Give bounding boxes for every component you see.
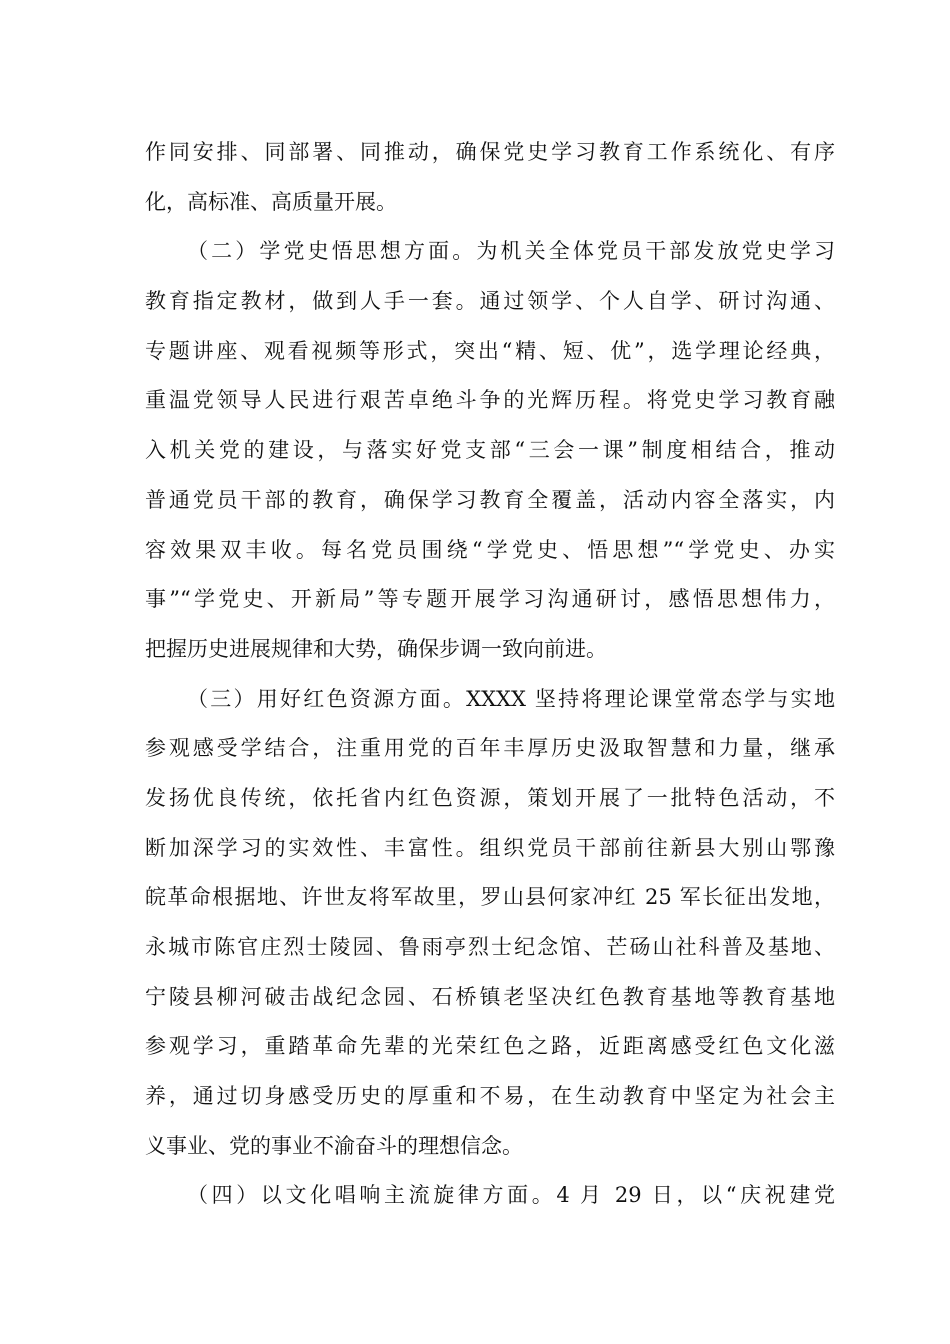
- paragraph-3-first-line: （三）用好红色资源方面。XXXX 坚持将理论课堂常态学与实地: [187, 686, 835, 711]
- text-line: 普通党员干部的教育，确保学习教育全覆盖，活动内容全落实，内: [145, 487, 835, 512]
- text-line: 永城市陈官庄烈士陵园、鲁雨亭烈士纪念馆、芒砀山社科普及基地、: [145, 935, 835, 959]
- text-line: 皖革命根据地、许世友将军故里，罗山县何家冲红 25 军长征出发地，: [145, 885, 835, 910]
- text-line: 宁陵县柳河破击战纪念园、石桥镇老坚决红色教育基地等教育基地: [145, 984, 835, 1009]
- text-line: 参观感受学结合，注重用党的百年丰厚历史汲取智慧和力量，继承: [145, 736, 835, 761]
- paragraph-2-first-line: （二）学党史悟思想方面。为机关全体党员干部发放党史学习: [187, 239, 835, 264]
- text-line: 专题讲座、观看视频等形式，突出“精、短、优”，选学理论经典，: [145, 338, 835, 363]
- text-line: 发扬优良传统，依托省内红色资源，策划开展了一批特色活动，不: [145, 785, 835, 810]
- text-line: 把握历史进展规律和大势，确保步调一致向前进。: [145, 636, 607, 661]
- text-line: 养，通过切身感受历史的厚重和不易，在生动教育中坚定为社会主: [145, 1084, 835, 1109]
- text-line: 化，高标准、高质量开展。: [145, 189, 397, 214]
- text-line: 容效果双丰收。每名党员围绕“学党史、悟思想”“学党史、办实: [145, 537, 835, 562]
- text-line: 断加深学习的实效性、丰富性。组织党员干部前往新县大别山鄂豫: [145, 835, 835, 860]
- paragraph-4-first-line: （四）以文化唱响主流旋律方面。4 月 29 日，以“庆祝建党: [187, 1183, 835, 1208]
- text-line: 义事业、党的事业不渝奋斗的理想信念。: [145, 1133, 523, 1158]
- text-line: 重温党领导人民进行艰苦卓绝斗争的光辉历程。将党史学习教育融: [145, 388, 835, 413]
- text-line: 作同安排、同部署、同推动，确保党史学习教育工作系统化、有序: [145, 140, 835, 164]
- text-line: 事”“学党史、开新局”等专题开展学习沟通研讨，感悟思想伟力，: [145, 587, 835, 612]
- text-line: 参观学习，重踏革命先辈的光荣红色之路，近距离感受红色文化滋: [145, 1034, 835, 1059]
- text-line: 入机关党的建设，与落实好党支部“三会一课”制度相结合，推动: [145, 438, 835, 463]
- body-text: [145, 128, 835, 1221]
- text-line: 教育指定教材，做到人手一套。通过领学、个人自学、研讨沟通、: [145, 289, 835, 314]
